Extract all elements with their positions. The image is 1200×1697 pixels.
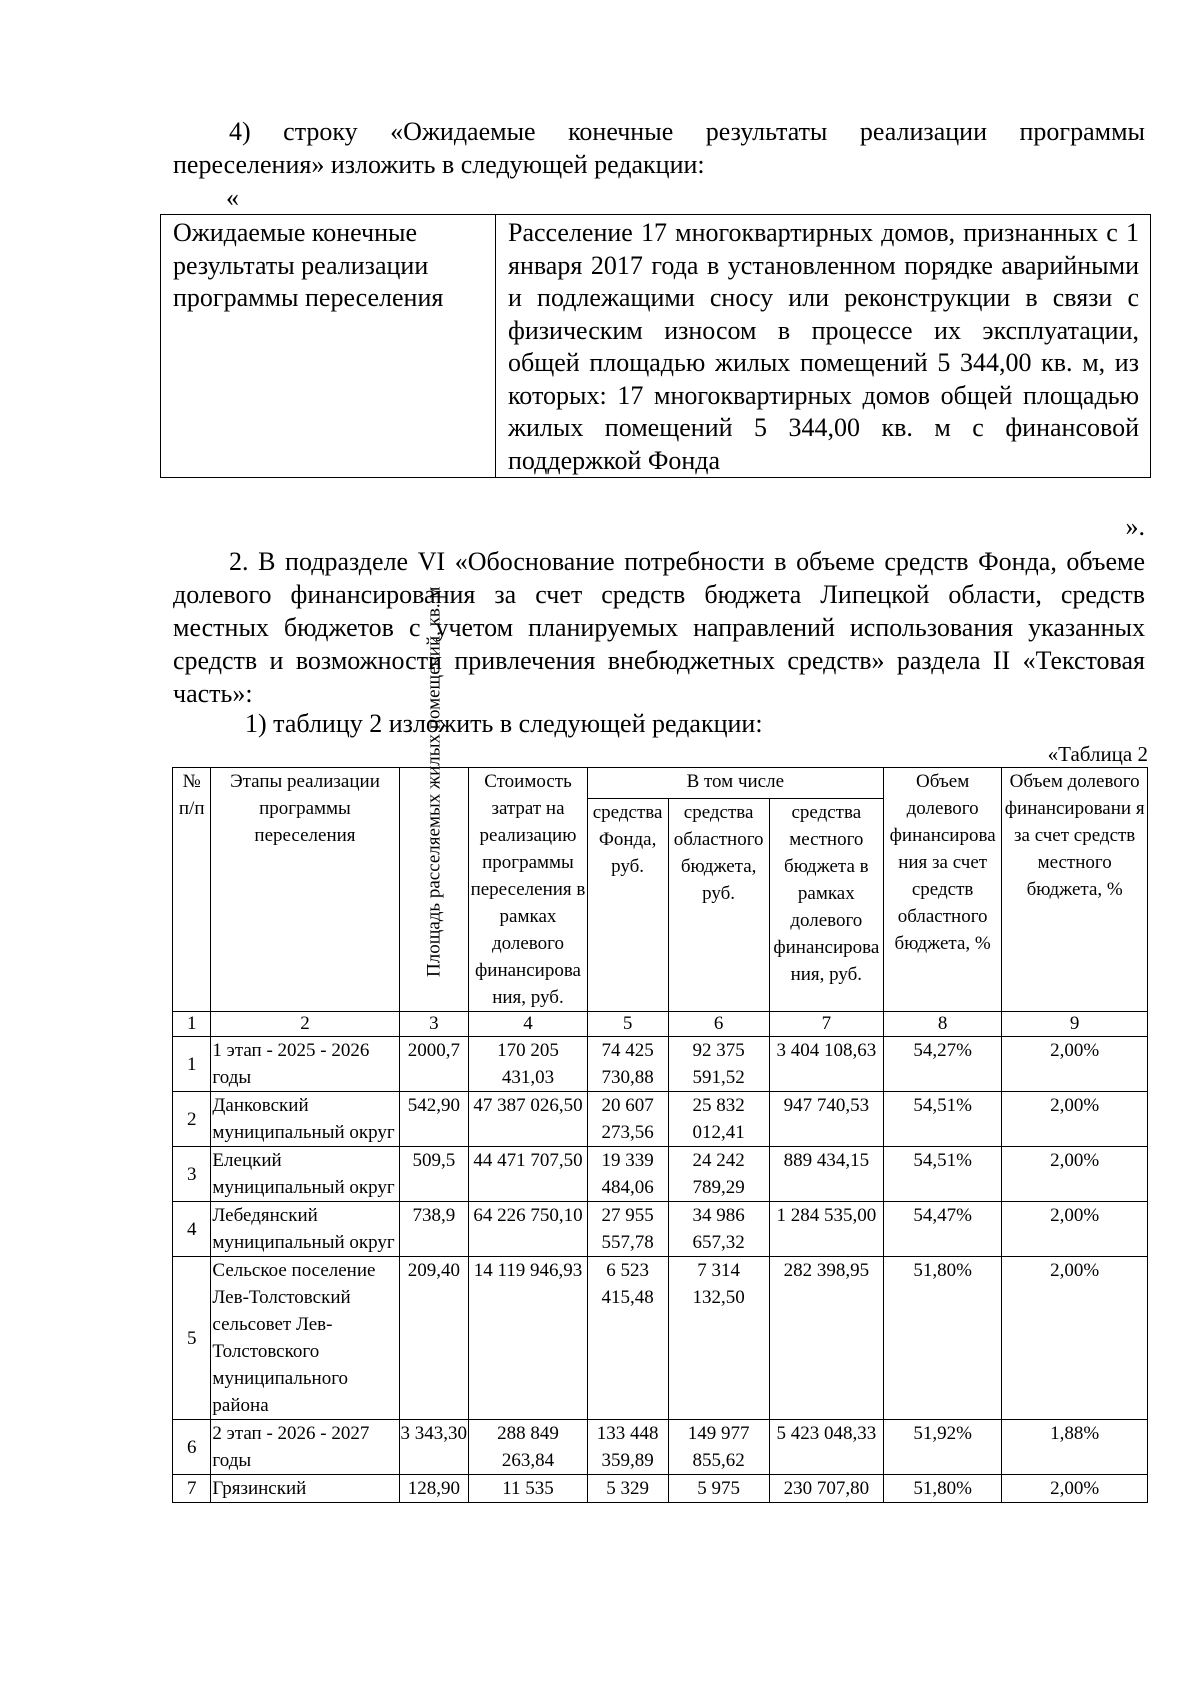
row-regional: 34 986 657,32 [668, 1202, 769, 1257]
row-regional-share: 54,47% [883, 1202, 1001, 1257]
header-row-1 [173, 768, 1148, 799]
row-cost: 64 226 750,10 [469, 1202, 587, 1257]
row-cost: 14 119 946,93 [469, 1257, 587, 1420]
row-fund: 133 448 359,89 [587, 1420, 668, 1475]
table-row [173, 1420, 1148, 1475]
row-local: 5 423 048,33 [769, 1420, 883, 1475]
row-regional-share: 54,51% [883, 1147, 1001, 1202]
column-number: 1 [173, 1012, 211, 1037]
row-local-share: 2,00% [1002, 1147, 1148, 1202]
row-regional-share: 51,80% [883, 1257, 1001, 1420]
open-quote: « [226, 183, 239, 212]
row-area: 509,5 [399, 1147, 469, 1202]
row-name: 2 этап - 2026 - 2027 годы [211, 1420, 399, 1475]
header-stages: Этапы реализации программы переселения [211, 768, 399, 1012]
row-cost: 11 535 [469, 1475, 587, 1503]
row-local-share: 2,00% [1002, 1202, 1148, 1257]
row-regional: 24 242 789,29 [668, 1147, 769, 1202]
header-local-share: Объем долевого финансировани я за счет средств местного бюджета, % [1002, 768, 1148, 1012]
row-area: 542,90 [399, 1092, 469, 1147]
row-fund: 20 607 273,56 [587, 1092, 668, 1147]
row-regional: 25 832 012,41 [668, 1092, 769, 1147]
row-regional: 92 375 591,52 [668, 1037, 769, 1092]
row-num: 7 [173, 1475, 211, 1503]
row-regional: 7 314 132,50 [668, 1257, 769, 1420]
column-numbers-row [173, 1012, 1148, 1037]
row-name: 1 этап - 2025 - 2026 годы [211, 1037, 399, 1092]
header-area-text: Площадь расселяемых жилых помещений, кв. м [423, 586, 445, 977]
row-area: 209,40 [399, 1257, 469, 1420]
table-row [173, 1475, 1148, 1503]
header-cost: Стоимость затрат на реализацию программы переселения в рамках долевого финансирова ния, руб. [469, 768, 587, 1012]
results-label-cell: Ожидаемые конечные результаты реализации программы переселения [161, 215, 496, 478]
row-regional-share: 51,92% [883, 1420, 1001, 1475]
table-row [173, 1202, 1148, 1257]
row-local-share: 2,00% [1002, 1257, 1148, 1420]
row-local-share: 2,00% [1002, 1092, 1148, 1147]
header-fund: средства Фонда, руб. [587, 799, 668, 1012]
row-area: 128,90 [399, 1475, 469, 1503]
row-local: 230 707,80 [769, 1475, 883, 1503]
row-num: 4 [173, 1202, 211, 1257]
row-cost: 288 849 263,84 [469, 1420, 587, 1475]
results-table [160, 214, 1151, 478]
row-local: 889 434,15 [769, 1147, 883, 1202]
row-num: 2 [173, 1092, 211, 1147]
table-row [173, 1147, 1148, 1202]
results-row [161, 215, 1151, 478]
close-quote: ». [1125, 512, 1145, 541]
table-row [173, 1257, 1148, 1420]
item-1-paragraph: 1) таблицу 2 изложить в следующей редакции: [245, 709, 763, 738]
row-fund: 19 339 484,06 [587, 1147, 668, 1202]
table-caption: «Таблица 2 [1047, 742, 1148, 766]
row-regional: 5 975 [668, 1475, 769, 1503]
row-num: 1 [173, 1037, 211, 1092]
row-name: Грязинский [211, 1475, 399, 1503]
table-row [173, 1037, 1148, 1092]
header-regional: средства областного бюджета, руб. [668, 799, 769, 1012]
row-local-share: 2,00% [1002, 1475, 1148, 1503]
header-local: средства местного бюджета в рамках долевого финансирова ния, руб. [769, 799, 883, 1012]
column-number: 2 [211, 1012, 399, 1037]
column-number: 4 [469, 1012, 587, 1037]
column-number: 7 [769, 1012, 883, 1037]
column-number: 6 [668, 1012, 769, 1037]
row-name: Данковский муниципальный округ [211, 1092, 399, 1147]
column-number: 9 [1002, 1012, 1148, 1037]
row-cost: 170 205 431,03 [469, 1037, 587, 1092]
row-num: 6 [173, 1420, 211, 1475]
row-fund: 74 425 730,88 [587, 1037, 668, 1092]
row-name: Сельское поселение Лев-Толстовский сельсовет Лев-Толстовского муниципального района [211, 1257, 399, 1420]
row-fund: 27 955 557,78 [587, 1202, 668, 1257]
row-cost: 47 387 026,50 [469, 1092, 587, 1147]
header-including: В том числе [587, 768, 883, 799]
column-number: 3 [399, 1012, 469, 1037]
row-num: 3 [173, 1147, 211, 1202]
row-area: 738,9 [399, 1202, 469, 1257]
table-row [173, 1092, 1148, 1147]
row-num: 5 [173, 1257, 211, 1420]
section-2-paragraph: 2. В подразделе VI «Обоснование потребности в объеме средств Фонда, объеме долевого финансирования за счет средств бюджета Липецкой области, средств местных бюджетов с учетом планируемых направлений использования указанных средств и возможности привлечения внебюджетных средств» раздела II «Текстовая часть»: [173, 547, 1145, 708]
row-name: Лебедянский муниципальный округ [211, 1202, 399, 1257]
row-fund: 6 523 415,48 [587, 1257, 668, 1420]
row-local-share: 1,88% [1002, 1420, 1148, 1475]
row-name: Елецкий муниципальный округ [211, 1147, 399, 1202]
header-area [399, 586, 469, 1012]
header-regional-share: Объем долевого финансирова ния за счет средств областного бюджета, % [883, 768, 1001, 1012]
results-text-cell: Расселение 17 многоквартирных домов, признанных с 1 января 2017 года в установленном порядке аварийными и подлежащими сносу или реконструкции в связи с физическим износом в процессе их эксплуатации, общей площадью жилых помещений 5 344,00 кв. м, из которых: 17 многоквартирных домов общей площадью жилых помещений 5 344,00 кв. м с финансовой поддержкой Фонда [496, 215, 1151, 478]
header-num: № п/п [173, 768, 211, 1012]
row-regional-share: 54,27% [883, 1037, 1001, 1092]
column-number: 8 [883, 1012, 1001, 1037]
row-local: 282 398,95 [769, 1257, 883, 1420]
row-local: 947 740,53 [769, 1092, 883, 1147]
column-number: 5 [587, 1012, 668, 1037]
row-regional: 149 977 855,62 [668, 1420, 769, 1475]
row-fund: 5 329 [587, 1475, 668, 1503]
row-local-share: 2,00% [1002, 1037, 1148, 1092]
row-area: 3 343,30 [399, 1420, 469, 1475]
row-local: 1 284 535,00 [769, 1202, 883, 1257]
row-regional-share: 54,51% [883, 1092, 1001, 1147]
row-regional-share: 51,80% [883, 1475, 1001, 1503]
row-area: 2000,7 [399, 1037, 469, 1092]
item-4-paragraph: 4) строку «Ожидаемые конечные результаты реализации программы переселения» изложить в следующей редакции: [173, 117, 1145, 179]
row-local: 3 404 108,63 [769, 1037, 883, 1092]
row-cost: 44 471 707,50 [469, 1147, 587, 1202]
